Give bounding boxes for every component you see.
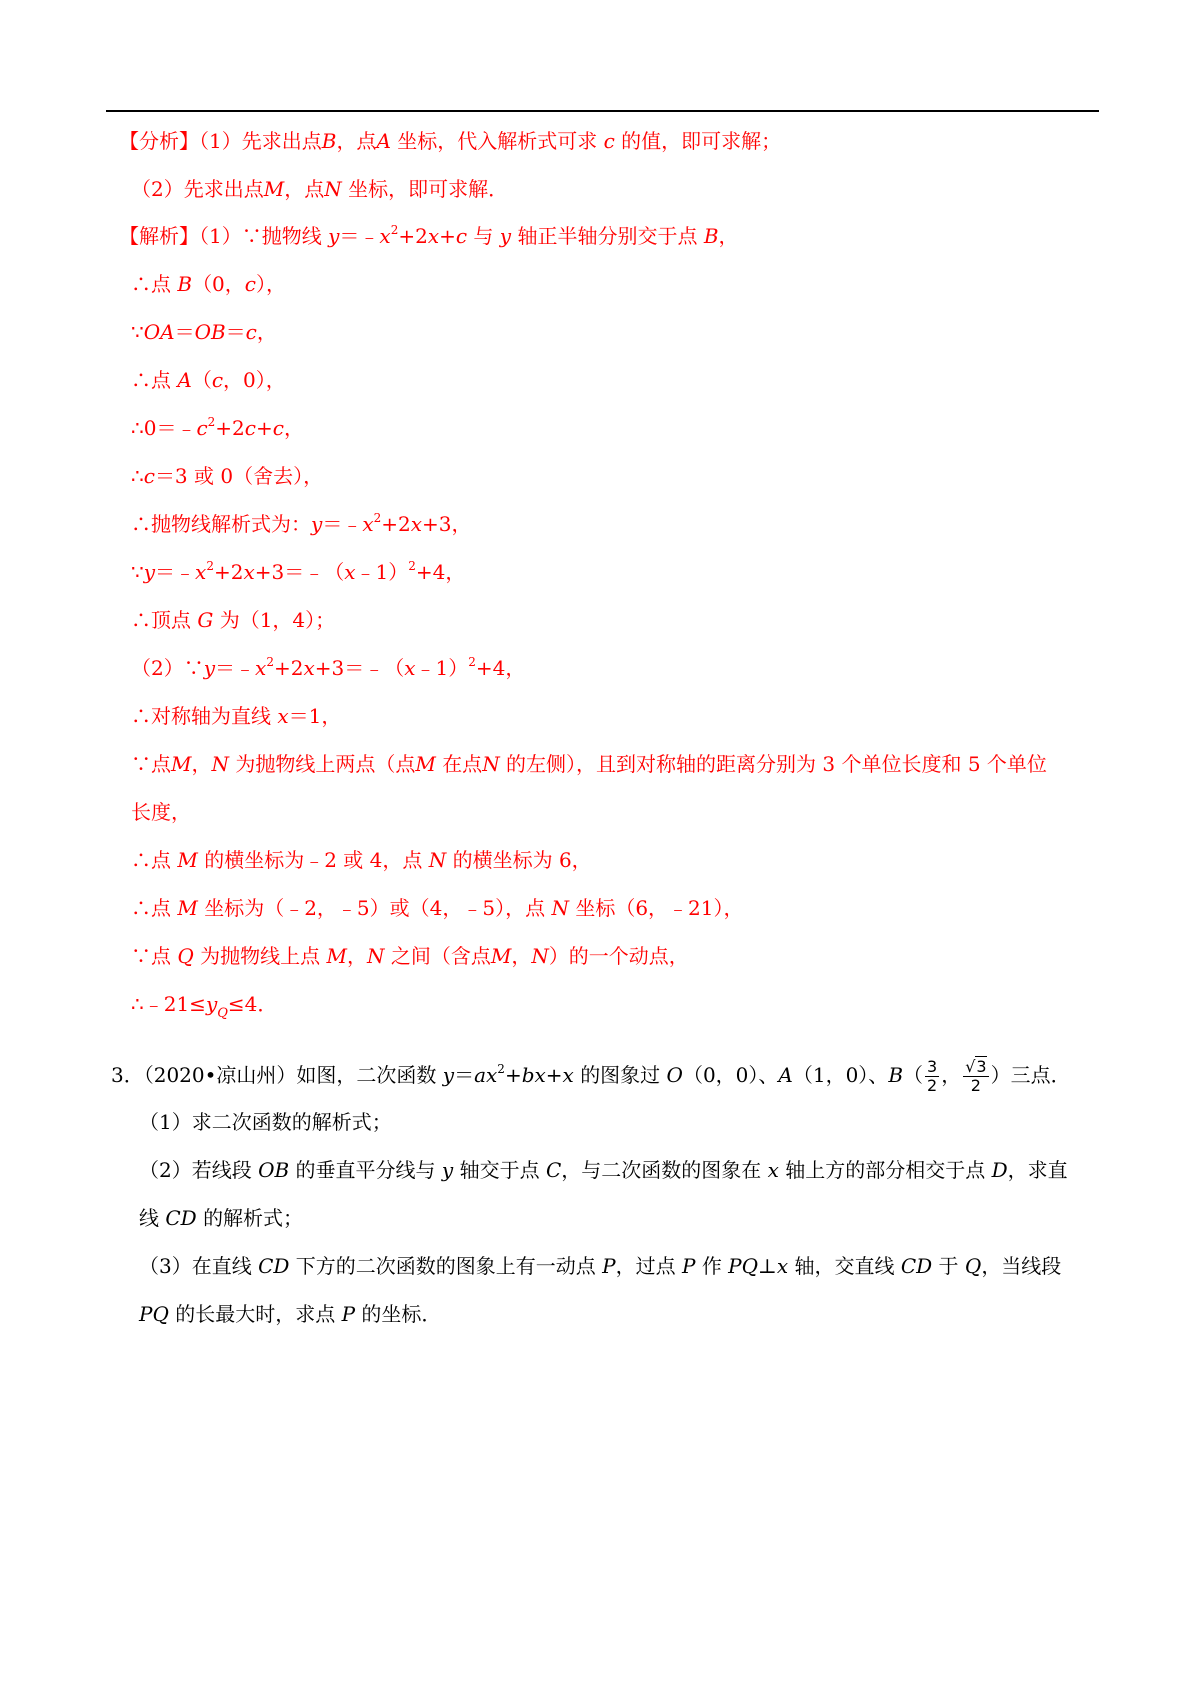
solution-line-12: ∵点M，N 为抛物线上两点（点M 在点N 的左侧），且到对称轴的距离分别为 3 个单位长度和 5 个单位 (131, 752, 1047, 776)
question-3-part-2-cont: 线 CD 的解析式； (139, 1206, 304, 1230)
solution-line-1: 【解析】（1）∵抛物线 $y=﹣x^2+2x+c$ 与 y 轴正半轴分别交于点 B， (119, 223, 739, 248)
fraction-sqrt3-halves: $\frac{√3}{2}$ (965, 1057, 987, 1095)
question-3-part-3-cont: PQ 的长最大时，求点 P 的坐标． (139, 1302, 442, 1326)
fraction-three-halves: $\frac{3}{2}$ (927, 1057, 938, 1095)
analysis-line-1: 【分析】（1）先求出点B，点A 坐标，代入解析式可求 c 的值，即可求解； (119, 129, 782, 153)
question-3-part-1: （1）求二次函数的解析式； (139, 1110, 392, 1134)
solution-line-8: $\because y=﹣x^2+2x+3=﹣(x﹣1)^2+4$， (131, 559, 466, 584)
solution-line-5: $\therefore 0=﹣c^2+2c+c$， (131, 415, 304, 440)
solution-line-13: 长度， (131, 800, 191, 824)
solution-line-2: ∴点 B（0，c）， (131, 272, 286, 296)
solution-line-7: ∴抛物线解析式为：$y=﹣x^2+2x+3$， (131, 511, 472, 536)
solution-line-10: $(2)\because y=﹣x^2+2x+3=﹣(x﹣1)^2+4$， (131, 655, 526, 680)
solution-line-9: ∴顶点 G 为（1，4）； (131, 608, 336, 632)
solution-line-6: ∴c＝3 或 0（舍去）， (131, 464, 324, 488)
solution-line-16: ∵点 Q 为抛物线上点 M，N 之间（含点M，N）的一个动点， (131, 944, 689, 968)
solution-line-14: ∴点 M 的横坐标为﹣2 或 4，点 N 的横坐标为 6， (131, 848, 592, 872)
analysis-line-2: （2）先求出点M，点N 坐标，即可求解． (131, 177, 509, 201)
header-rule (106, 110, 1099, 112)
solution-line-17: $\therefore﹣21\le y_Q\le 4$． (131, 992, 278, 1021)
solution-line-15: ∴点 M 坐标为（﹣2，﹣5）或（4，﹣5），点 N 坐标（6，﹣21）， (131, 896, 744, 920)
question-3-stem: 3．（2020•凉山州）如图，二次函数 $y=ax^2+bx+x$ 的图象过 O（0，0）、A（1，0）、B（ $\frac{3}{2}$ ， $\frac{√3}{2}$ ）三点． (111, 1057, 1071, 1095)
solution-line-11: ∴对称轴为直线 x＝1， (131, 704, 342, 728)
question-3-part-2: （2）若线段 OB 的垂直平分线与 y 轴交于点 C，与二次函数的图象在 x 轴上方的部分相交于点 D，求直 (139, 1158, 1068, 1182)
solution-line-4: ∴点 A（c，0）， (131, 368, 286, 392)
solution-line-3: ∵OA＝OB＝c， (131, 320, 277, 344)
question-3-part-3: （3）在直线 CD 下方的二次函数的图象上有一动点 P，过点 P 作 PQ⊥x 轴，交直线 CD 于 Q，当线段 (139, 1254, 1062, 1278)
